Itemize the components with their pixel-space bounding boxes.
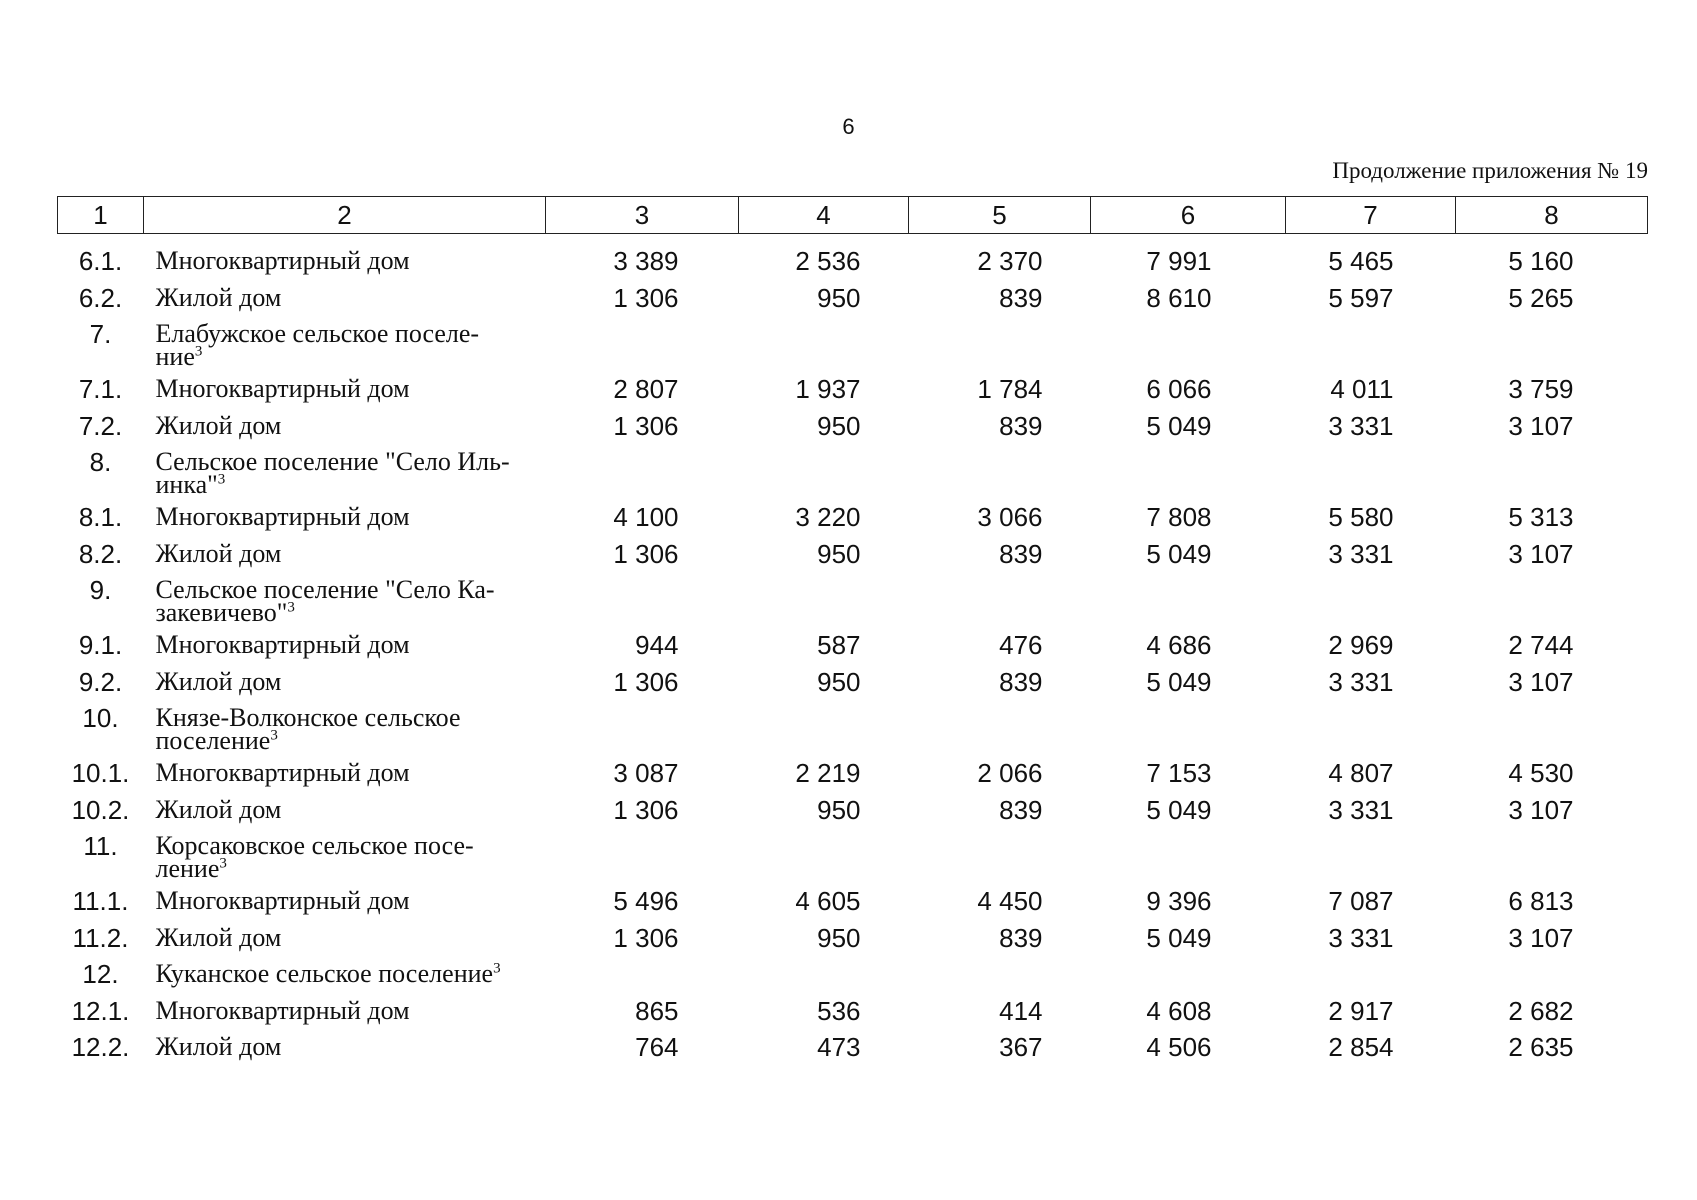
section-row xyxy=(58,316,1648,371)
value-cell: 3 107 xyxy=(1508,538,1574,569)
row-number: 8.2. xyxy=(78,538,123,569)
value-cell: 7 991 xyxy=(1146,246,1212,276)
row-name: Жилой дом xyxy=(155,410,282,440)
value-cell: 3 331 xyxy=(1328,794,1394,825)
footnote-mark: 3 xyxy=(219,855,227,872)
table-row xyxy=(58,536,1648,573)
table-row xyxy=(58,664,1648,701)
value-cell: 839 xyxy=(999,794,1043,825)
value-cell: 3 107 xyxy=(1508,922,1574,953)
header-cell: 6 xyxy=(1091,197,1286,234)
row-number: 7.1. xyxy=(78,374,123,404)
value-cell: 1 937 xyxy=(795,374,861,404)
value-cell: 950 xyxy=(817,666,861,697)
row-number: 12. xyxy=(82,959,119,989)
value-cell: 367 xyxy=(999,1032,1043,1062)
value-cell: 950 xyxy=(817,538,861,569)
value-cell: 2 969 xyxy=(1328,630,1394,660)
value-cell: 764 xyxy=(635,1032,679,1062)
value-cell: 473 xyxy=(817,1032,861,1062)
value-cell: 5 265 xyxy=(1508,282,1574,313)
value-cell: 5 465 xyxy=(1328,246,1394,276)
value-cell: 3 087 xyxy=(613,758,679,788)
value-cell: 4 608 xyxy=(1146,995,1212,1026)
row-number: 10.2. xyxy=(71,794,130,825)
value-cell: 3 331 xyxy=(1328,922,1394,953)
header-cell: 4 xyxy=(739,197,909,234)
section-name xyxy=(144,572,546,627)
value-cell: 1 306 xyxy=(613,794,679,825)
value-cell: 3 107 xyxy=(1508,794,1574,825)
row-name: Жилой дом xyxy=(155,666,282,696)
value-cell: 5 049 xyxy=(1146,538,1212,569)
value-cell: 5 049 xyxy=(1146,410,1212,441)
row-name: Многоквартирный дом xyxy=(155,246,410,275)
header-cell: 1 xyxy=(58,197,144,234)
value-cell: 536 xyxy=(817,995,861,1026)
value-cell: 587 xyxy=(817,630,861,660)
value-cell: 950 xyxy=(817,922,861,953)
value-cell: 6 813 xyxy=(1508,886,1574,916)
value-cell: 944 xyxy=(635,630,679,660)
value-cell: 3 107 xyxy=(1508,666,1574,697)
row-name: Жилой дом xyxy=(155,282,282,312)
section-name-line2: поселение xyxy=(155,726,271,755)
table-row xyxy=(58,371,1648,408)
footnote-mark: 3 xyxy=(493,960,501,977)
value-cell: 1 306 xyxy=(613,666,679,697)
table-row xyxy=(58,1029,1648,1066)
table-row xyxy=(58,755,1648,792)
value-cell: 2 807 xyxy=(613,374,679,404)
row-number: 7.2. xyxy=(78,410,123,441)
value-cell: 2 917 xyxy=(1328,995,1394,1026)
value-cell: 1 784 xyxy=(977,374,1043,404)
value-cell: 2 536 xyxy=(795,246,861,276)
value-cell: 2 370 xyxy=(977,246,1043,276)
row-name: Многоквартирный дом xyxy=(155,758,410,787)
page-number: 6 xyxy=(842,114,855,139)
value-cell: 839 xyxy=(999,922,1043,953)
row-number: 9.2. xyxy=(78,666,123,697)
table-row xyxy=(58,883,1648,920)
value-cell: 5 049 xyxy=(1146,794,1212,825)
value-cell: 4 605 xyxy=(795,886,861,916)
value-cell: 839 xyxy=(999,410,1043,441)
row-number: 11.1. xyxy=(72,886,129,916)
section-name-line2: ление xyxy=(155,854,220,883)
header-cell: 5 xyxy=(909,197,1091,234)
value-cell: 2 635 xyxy=(1508,1032,1574,1062)
section-row xyxy=(58,700,1648,755)
row-name: Многоквартирный дом xyxy=(155,502,410,531)
empty-cells xyxy=(546,572,1648,627)
value-cell: 5 313 xyxy=(1508,502,1574,532)
value-cell: 4 506 xyxy=(1146,1032,1212,1062)
footnote-mark: 3 xyxy=(217,471,226,488)
value-cell: 4 100 xyxy=(613,502,679,532)
row-number: 9. xyxy=(89,575,112,605)
section-row xyxy=(58,956,1648,993)
empty-cells xyxy=(546,956,1648,993)
section-row xyxy=(58,444,1648,499)
value-cell: 476 xyxy=(999,630,1043,660)
value-cell: 3 759 xyxy=(1508,374,1574,404)
table-row xyxy=(58,280,1648,317)
value-cell: 1 306 xyxy=(613,922,679,953)
value-cell: 3 331 xyxy=(1328,666,1394,697)
value-cell: 4 450 xyxy=(977,886,1043,916)
value-cell: 5 496 xyxy=(613,886,679,916)
value-cell: 2 744 xyxy=(1508,630,1574,660)
value-cell: 1 306 xyxy=(613,282,679,313)
value-cell: 5 597 xyxy=(1328,282,1394,313)
row-name: Многоквартирный дом xyxy=(155,630,410,659)
row-number: 9.1. xyxy=(78,630,123,660)
section-name-line1: Сельское поселение "Село Ка- xyxy=(155,575,495,604)
value-cell: 2 854 xyxy=(1328,1032,1394,1062)
section-name-line1: Сельское поселение "Село Иль- xyxy=(155,447,510,476)
value-cell: 4 530 xyxy=(1508,758,1574,788)
value-cell: 950 xyxy=(817,410,861,441)
row-number: 7. xyxy=(89,319,112,349)
section-name-line2: закевичево" xyxy=(155,598,288,627)
row-number: 8. xyxy=(89,447,112,477)
row-number: 6.2. xyxy=(78,282,123,313)
value-cell: 2 066 xyxy=(977,758,1043,788)
footnote-mark: 3 xyxy=(194,343,203,360)
section-name-line1: Князе-Волконское сельское xyxy=(155,703,461,732)
row-number: 12.2. xyxy=(71,1032,130,1062)
value-cell: 5 049 xyxy=(1146,666,1212,697)
empty-cells xyxy=(546,700,1648,755)
value-cell: 5 160 xyxy=(1508,246,1574,276)
value-cell: 5 580 xyxy=(1328,502,1394,532)
table-row xyxy=(58,243,1648,280)
section-name-line1: Елабужское сельское поселе- xyxy=(155,319,480,348)
value-cell: 865 xyxy=(635,995,679,1026)
row-name: Жилой дом xyxy=(155,538,282,568)
section-row xyxy=(58,828,1648,883)
section-name xyxy=(144,828,546,883)
table-row xyxy=(58,408,1648,445)
section-name xyxy=(144,316,546,371)
section-name-line2: ние xyxy=(155,342,195,371)
section-name-text: Куканское сельское поселение xyxy=(155,959,494,988)
value-cell: 839 xyxy=(999,282,1043,313)
row-number: 10.1. xyxy=(71,758,130,788)
header-cell: 7 xyxy=(1286,197,1456,234)
value-cell: 9 396 xyxy=(1146,886,1212,916)
row-number: 12.1. xyxy=(71,995,130,1026)
row-name: Многоквартирный дом xyxy=(155,886,410,915)
table-row xyxy=(58,499,1648,536)
value-cell: 950 xyxy=(817,282,861,313)
footnote-mark: 3 xyxy=(287,599,295,616)
value-cell: 2 682 xyxy=(1508,995,1574,1026)
table-header xyxy=(58,197,1648,234)
table-row xyxy=(58,920,1648,957)
value-cell: 8 610 xyxy=(1146,282,1212,313)
value-cell: 4 011 xyxy=(1330,374,1394,404)
section-name xyxy=(144,444,546,499)
header-cell: 3 xyxy=(546,197,739,234)
table-row xyxy=(58,993,1648,1030)
row-name: Жилой дом xyxy=(155,794,282,824)
row-number: 6.1. xyxy=(78,246,123,276)
value-cell: 839 xyxy=(999,666,1043,697)
header-cell: 8 xyxy=(1456,197,1648,234)
row-number: 11.2. xyxy=(72,922,129,953)
value-cell: 3 066 xyxy=(977,502,1043,532)
value-cell: 1 306 xyxy=(613,538,679,569)
value-cell: 3 331 xyxy=(1328,410,1394,441)
section-name-line1: Корсаковское сельское посе- xyxy=(155,831,474,860)
value-cell: 839 xyxy=(999,538,1043,569)
empty-cells xyxy=(546,316,1648,371)
row-name: Жилой дом xyxy=(155,1032,282,1061)
row-number: 10. xyxy=(82,703,119,733)
value-cell: 3 107 xyxy=(1508,410,1574,441)
value-cell: 3 220 xyxy=(795,502,861,532)
row-name: Жилой дом xyxy=(155,922,282,952)
empty-cells xyxy=(546,444,1648,499)
section-name xyxy=(144,700,546,755)
footnote-mark: 3 xyxy=(270,727,278,744)
table-row xyxy=(58,792,1648,829)
header-cell: 2 xyxy=(144,197,546,234)
value-cell: 1 306 xyxy=(613,410,679,441)
value-cell: 2 219 xyxy=(795,758,861,788)
section-name-line2: инка" xyxy=(155,470,218,499)
empty-cells xyxy=(546,828,1648,883)
value-cell: 5 049 xyxy=(1146,922,1212,953)
value-cell: 4 807 xyxy=(1328,758,1394,788)
section-name xyxy=(144,956,546,993)
table-row xyxy=(58,627,1648,664)
row-name: Многоквартирный дом xyxy=(155,374,410,403)
value-cell: 7 153 xyxy=(1146,758,1212,788)
row-number: 11. xyxy=(83,831,118,861)
value-cell: 414 xyxy=(999,995,1043,1026)
row-number: 8.1. xyxy=(78,502,123,532)
value-cell: 950 xyxy=(817,794,861,825)
value-cell: 3 331 xyxy=(1328,538,1394,569)
value-cell: 4 686 xyxy=(1146,630,1212,660)
continuation-note: Продолжение приложения № 19 xyxy=(1332,158,1648,183)
value-cell: 3 389 xyxy=(613,246,679,276)
section-row xyxy=(58,572,1648,627)
value-cell: 6 066 xyxy=(1146,374,1212,404)
row-name: Многоквартирный дом xyxy=(155,995,410,1025)
tariff-table xyxy=(57,196,1648,1066)
table-body xyxy=(58,234,1648,1066)
value-cell: 7 808 xyxy=(1146,502,1212,532)
value-cell: 7 087 xyxy=(1328,886,1394,916)
